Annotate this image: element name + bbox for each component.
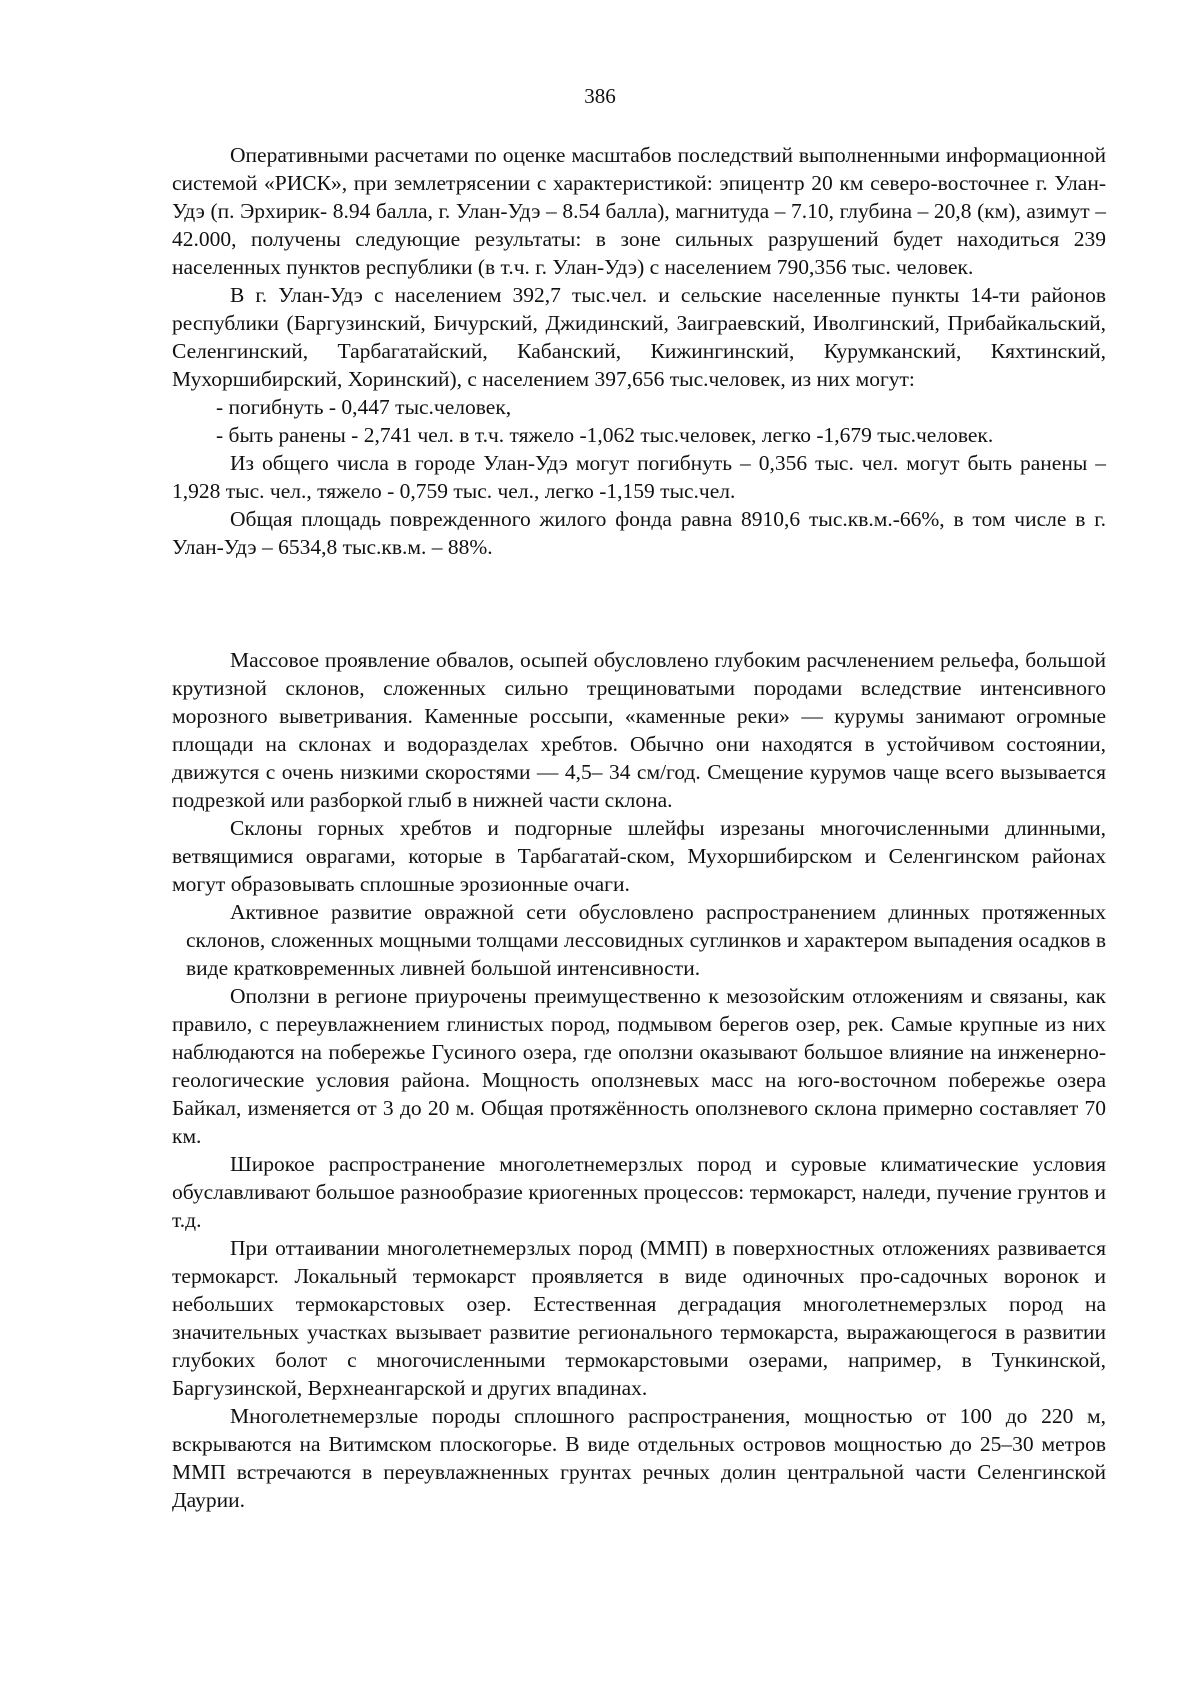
paragraph-ulan-ude-population: В г. Улан-Удэ с населением 392,7 тыс.чел. и сельские населенные пункты 14-ти районов республики (Баргузинский, Бичурский, Джидинский, Заиграевский, Иволгинский, Прибайкальский, Селенгинский, Тарбагатайский, Кабанский, Кижингинский, Курумканский, Кяхтинский, Мухоршибирский, Хоринский), с населением 397,656 тыс.человек, из них могут: <box>172 283 1106 391</box>
paragraph-ravine-network: Активное развитие овражной сети обусловлено распространением длинных протяженных склонов, сложенных мощными толщами лессовидных суглинков и характером выпадения осадков в виде кратковременных ливней большой интенсивности. <box>186 900 1106 980</box>
earthquake-assessment-section <box>172 141 1106 561</box>
page-number: 386 <box>584 84 616 108</box>
paragraph-ravines: Склоны горных хребтов и подгорные шлейфы изрезаны многочисленными длинными, ветвящимися оврагами, которые в Тарбагатай-ском, Мухоршибирском и Селенгинском районах могут образовывать сплошные эрозионные очаги. <box>172 816 1106 896</box>
paragraph-damaged-housing: Общая площадь поврежденного жилого фонда равна 8910,6 тыс.кв.м.-66%, в том числе в г. Улан-Удэ – 6534,8 тыс.кв.м. – 88%. <box>172 507 1106 559</box>
paragraph-city-casualties: Из общего числа в городе Улан-Удэ могут погибнуть – 0,356 тыс. чел. могут быть ранены – 1,928 тыс. чел., тяжело - 0,759 тыс. чел., легко -1,159 тыс.чел. <box>172 451 1106 503</box>
list-item-injuries: - быть ранены - 2,741 чел. в т.ч. тяжело -1,062 тыс.человек, легко -1,679 тыс.человек. <box>216 423 994 447</box>
paragraph-landslides-region: Оползни в регионе приурочены преимущественно к мезозойским отложениям и связаны, как правило, с переувлажнением глинистых пород, подмывом берегов озер, рек. Самые крупные из них наблюдаются на побережье Гусиного озера, где оползни оказывают большое влияние на инженерно-геологические условия района. Мощность оползневых масс на юго-восточном побережье озера Байкал, изменяется от 3 до 20 м. Общая протяжённость оползневого склона примерно составляет 70 км. <box>172 984 1106 1148</box>
geological-processes-section <box>172 646 1106 1514</box>
paragraph-landslides-screes: Массовое проявление обвалов, осыпей обусловлено глубоким расчленением рельефа, большой крутизной склонов, сложенных сильно трещиноватыми породами вследствие интенсивного морозного выветривания. Каменные россыпи, «каменные реки» — курумы занимают огромные площади на склонах и водоразделах хребтов. Обычно они находятся в устойчивом состоянии, движутся с очень низкими скоростями — 4,5– 34 см/год. Смещение курумов чаще всего вызывается подрезкой или разборкой глыб в нижней части склона. <box>172 648 1106 812</box>
list-item-fatalities: - погибнуть - 0,447 тыс.человек, <box>216 395 512 419</box>
paragraph-continuous-permafrost: Многолетнемерзлые породы сплошного распространения, мощностью от 100 до 220 м, вскрываются на Витимском плоскогорье. В виде отдельных островов мощностью до 25–30 метров ММП встречаются в переувлажненных грунтах речных долин центральной части Селенгинской Даурии. <box>172 1404 1106 1512</box>
paragraph-risk-system-results: Оперативными расчетами по оценке масштабов последствий выполненными информационной системой «РИСК», при землетрясении с характеристикой: эпицентр 20 км северо-восточнее г. Улан-Удэ (п. Эрхирик- 8.94 балла, г. Улан-Удэ – 8.54 балла), магнитуда – 7.10, глубина – 20,8 (км), азимут – 42.000, получены следующие результаты: в зоне сильных разрушений будет находиться 239 населенных пунктов республики (в т.ч. г. Улан-Удэ) с населением 790,356 тыс. человек. <box>172 143 1106 279</box>
paragraph-thermokarst: При оттаивании многолетнемерзлых пород (ММП) в поверхностных отложениях развивается термокарст. Локальный термокарст проявляется в виде одиночных про-садочных воронок и небольших термокарстовых озер. Естественная деградация многолетнемерзлых пород на значительных участках вызывает развитие регионального термокарста, выражающегося в развитии глубоких болот с многочисленными термокарстовыми озерами, например, в Тункинской, Баргузинской, Верхнеангарской и других впадинах. <box>172 1236 1106 1400</box>
paragraph-permafrost: Широкое распространение многолетнемерзлых пород и суровые климатические условия обуславливают большое разнообразие криогенных процессов: термокарст, наледи, пучение грунтов и т.д. <box>172 1152 1106 1232</box>
